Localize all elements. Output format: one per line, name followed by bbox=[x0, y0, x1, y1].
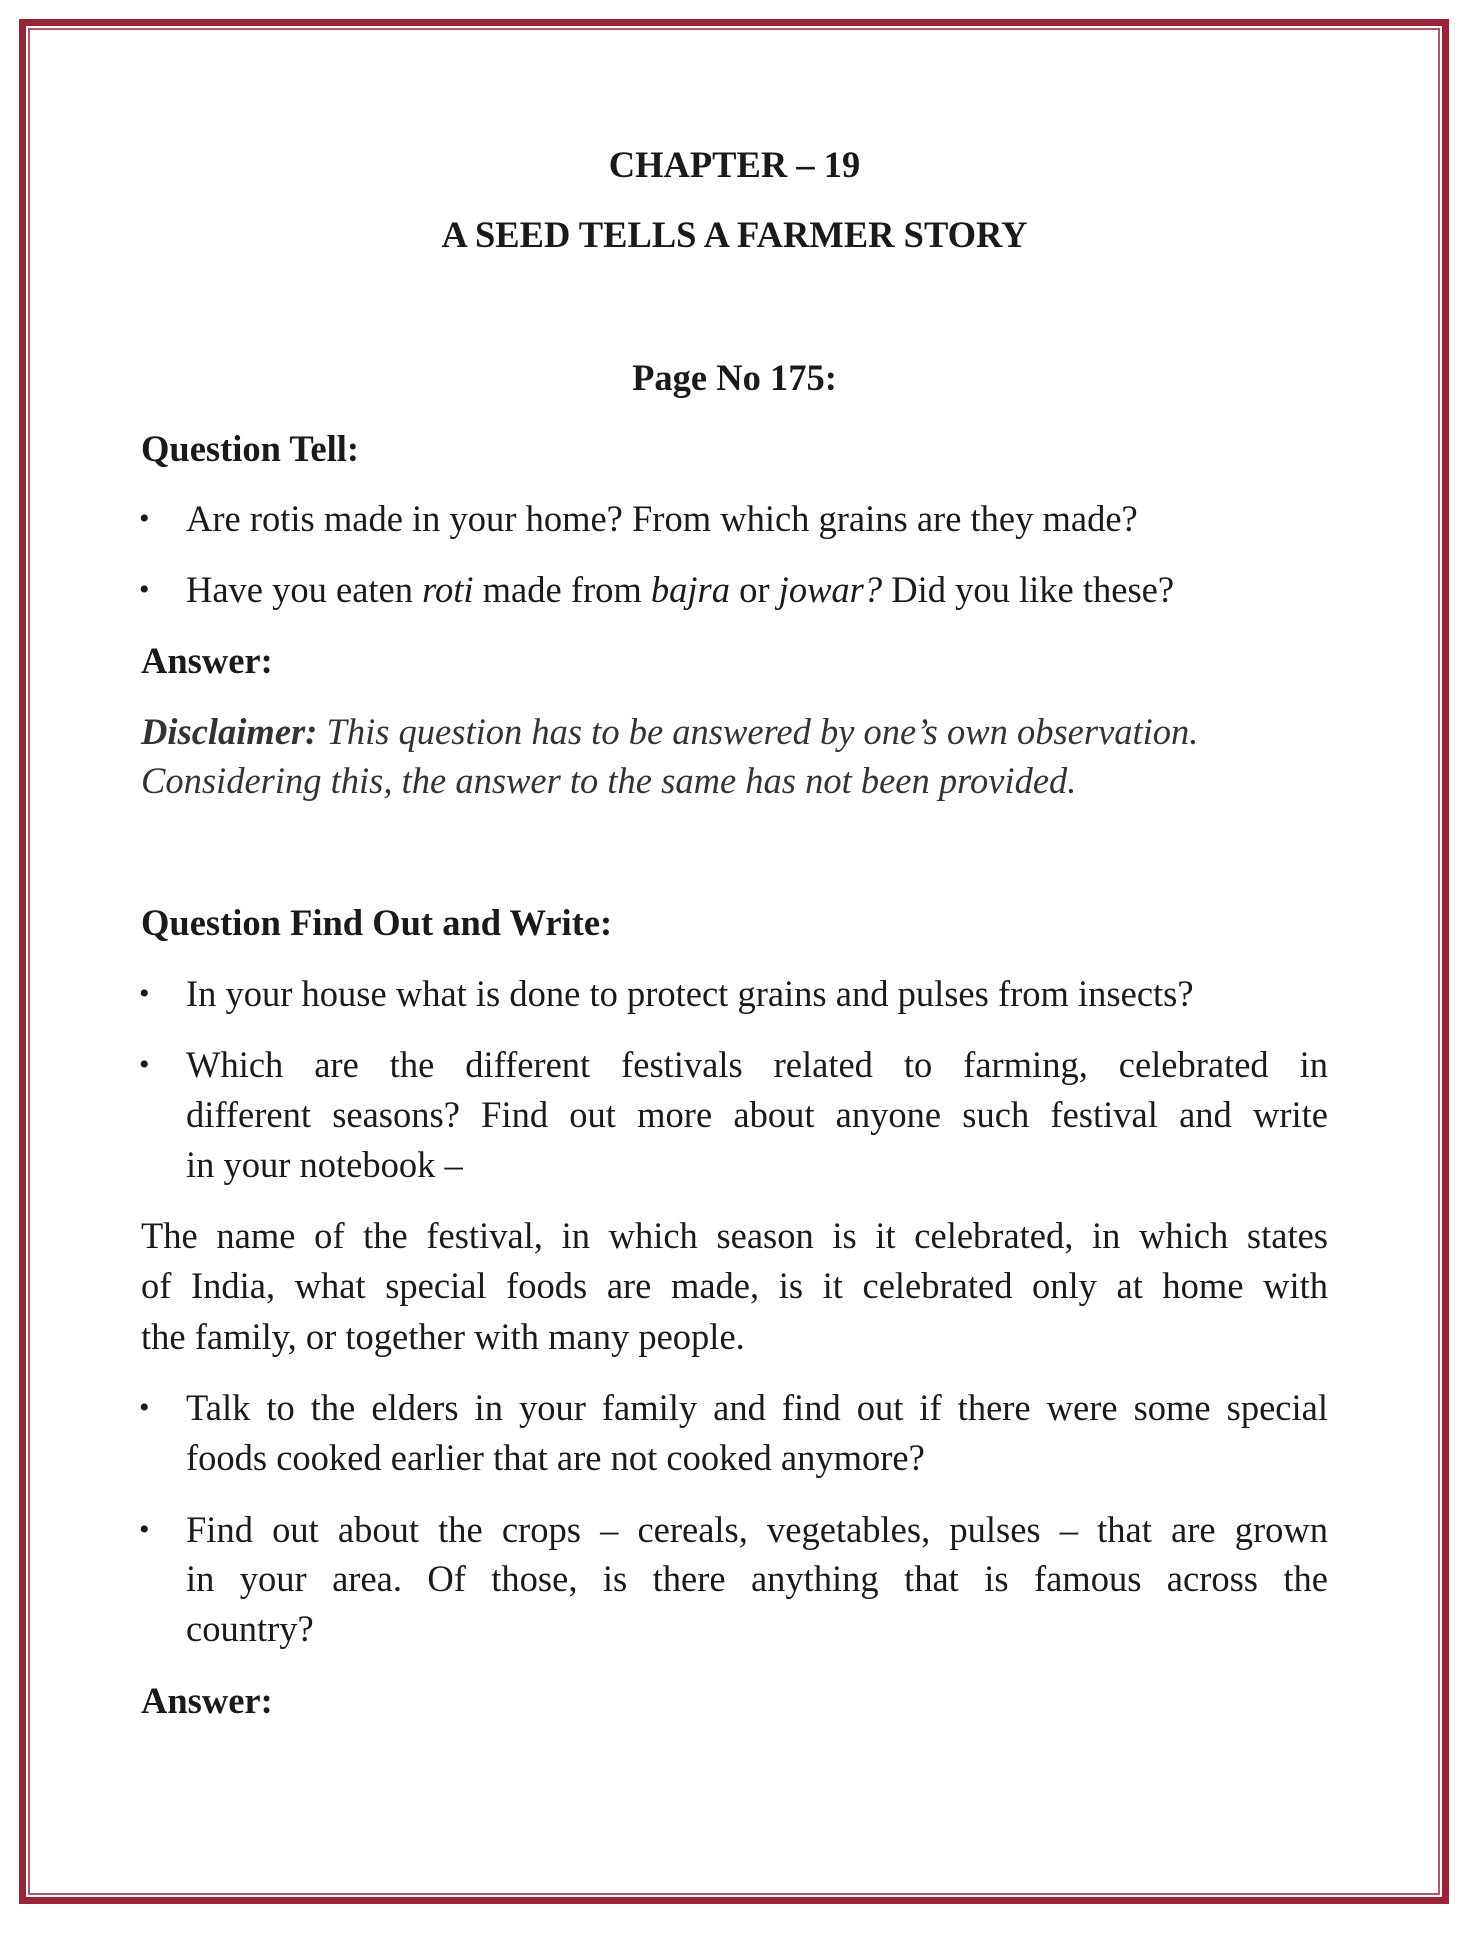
bullet-icon: • bbox=[139, 977, 150, 1010]
answer-label: Answer: bbox=[141, 640, 273, 681]
question-bullet: Talk to the elders in your family and find out if there were some special bbox=[186, 1387, 1328, 1428]
paragraph: The name of the festival, in which season is it celebrated, in which states bbox=[141, 1215, 1328, 1256]
question-bullet: Are rotis made in your home? From which grains are they made? bbox=[186, 498, 1138, 539]
bullet-icon: • bbox=[139, 502, 150, 535]
question-heading: Question Tell: bbox=[141, 428, 360, 469]
bullet-icon: • bbox=[139, 1513, 150, 1546]
question-bullet: Find out about the crops – cereals, vegetables, pulses – that are grown bbox=[186, 1509, 1328, 1550]
question-bullet: in your notebook – bbox=[186, 1144, 463, 1185]
disclaimer: Disclaimer: This question has to be answered by one’s own observation. bbox=[141, 711, 1199, 752]
paragraph: of India, what special foods are made, is it celebrated only at home with bbox=[141, 1265, 1328, 1306]
answer-label: Answer: bbox=[141, 1680, 273, 1721]
question-bullet: Have you eaten roti made from bajra or jowar? Did you like these? bbox=[186, 569, 1175, 610]
paragraph: the family, or together with many people. bbox=[141, 1316, 745, 1357]
chapter-number: CHAPTER – 19 bbox=[608, 144, 861, 185]
page-number-heading: Page No 175: bbox=[632, 357, 837, 398]
disclaimer: Considering this, the answer to the same has not been provided. bbox=[141, 760, 1077, 801]
bullet-icon: • bbox=[139, 1391, 150, 1424]
question-bullet: country? bbox=[186, 1608, 314, 1649]
question-heading: Question Find Out and Write: bbox=[141, 902, 613, 943]
question-bullet: Which are the different festivals related to farming, celebrated in bbox=[186, 1044, 1328, 1085]
chapter-title: A SEED TELLS A FARMER STORY bbox=[441, 214, 1028, 255]
question-bullet: in your area. Of those, is there anything that is famous across the bbox=[186, 1558, 1328, 1599]
bullet-icon: • bbox=[139, 573, 150, 606]
question-bullet: In your house what is done to protect grains and pulses from insects? bbox=[186, 973, 1194, 1014]
question-bullet: foods cooked earlier that are not cooked anymore? bbox=[186, 1437, 925, 1478]
bullet-icon: • bbox=[139, 1048, 150, 1081]
question-bullet: different seasons? Find out more about anyone such festival and write bbox=[186, 1094, 1328, 1135]
